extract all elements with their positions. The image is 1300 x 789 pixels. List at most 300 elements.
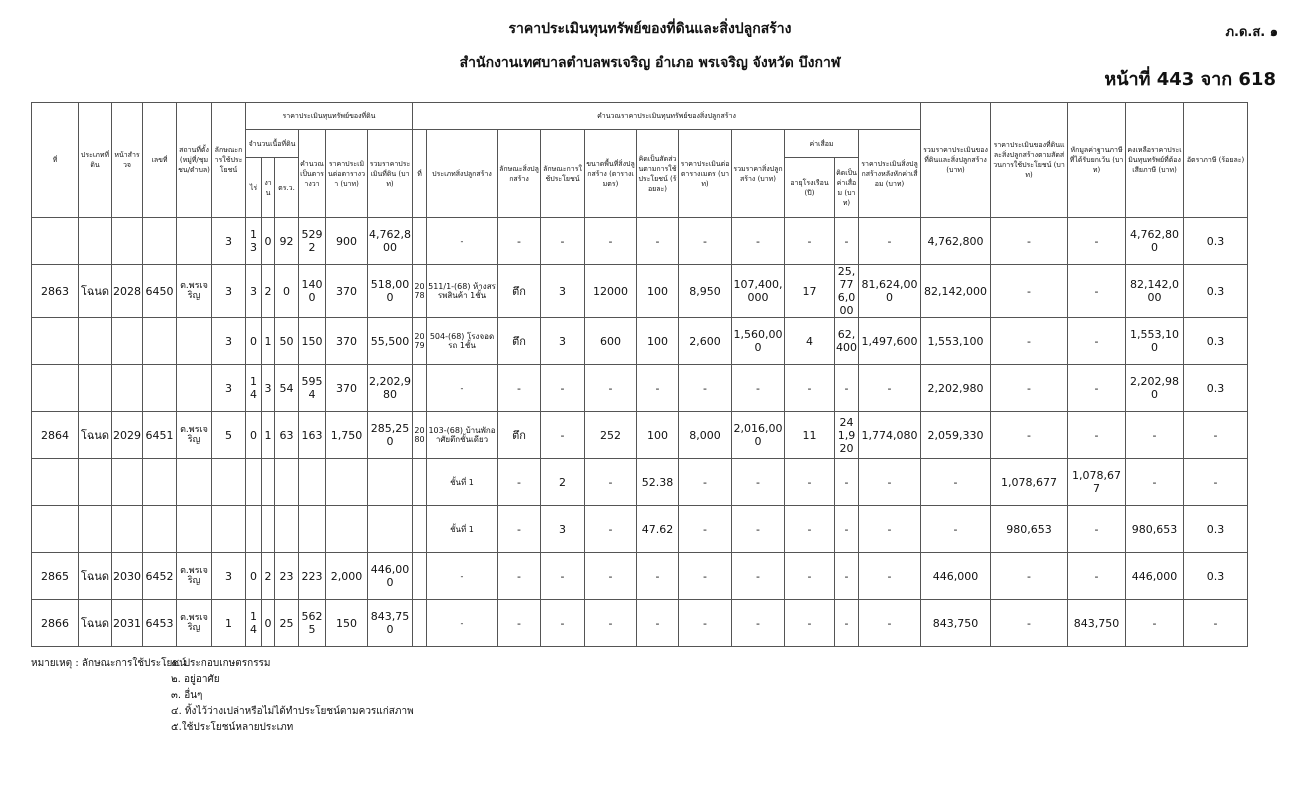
- col-wa: ตร.ว.: [275, 158, 299, 218]
- cell-bld-no: [413, 459, 427, 506]
- cell-bld-total: -: [732, 218, 785, 265]
- cell-sqwa: 150: [299, 318, 326, 365]
- cell-bld-price: -: [679, 218, 732, 265]
- cell-dep-age: 11: [785, 412, 835, 459]
- cell-exempt: 843,750: [1068, 600, 1126, 647]
- cell-number: [143, 365, 177, 412]
- cell-total: 2,059,330: [921, 412, 991, 459]
- cell-page: 2030: [112, 553, 143, 600]
- cell-bld-usage: -: [541, 553, 585, 600]
- col-building-price-sqm: ราคาประเมินต่อตารางเมตร (บาท): [679, 130, 732, 218]
- cell-prop: -: [991, 553, 1068, 600]
- cell-rate: -: [1184, 600, 1248, 647]
- cell-bld-total: -: [732, 506, 785, 553]
- cell-usage: 3: [212, 318, 246, 365]
- col-building-total: รวมราคาสิ่งปลูกสร้าง (บาท): [732, 130, 785, 218]
- cell-ngan: 0: [262, 600, 275, 647]
- cell-bld-style: ตึก: [498, 412, 541, 459]
- cell-usage: 3: [212, 365, 246, 412]
- cell-dep-age: -: [785, 600, 835, 647]
- cell-wa: 0: [275, 265, 299, 318]
- cell-after-dep: 81,624,000: [859, 265, 921, 318]
- cell-bld-type: 504-(68) โรงจอดรถ 1ชั้น: [427, 318, 498, 365]
- table-row: [32, 600, 1284, 647]
- cell-bld-no: 2078: [413, 265, 427, 318]
- cell-price-wa: 370: [326, 318, 368, 365]
- cell-bld-price: 8,000: [679, 412, 732, 459]
- assessment-table: [31, 102, 1284, 647]
- cell-dep-age: -: [785, 459, 835, 506]
- cell-total: 4,762,800: [921, 218, 991, 265]
- cell-usage: [212, 506, 246, 553]
- cell-bld-area: -: [585, 365, 637, 412]
- cell-exempt: 1,078,677: [1068, 459, 1126, 506]
- col-rai: ไร่: [246, 158, 262, 218]
- cell-after-dep: 1,774,080: [859, 412, 921, 459]
- col-price-per-wa: ราคาประเมินต่อตารางวา (บาท): [326, 130, 368, 218]
- cell-wa: 25: [275, 600, 299, 647]
- cell-wa: 50: [275, 318, 299, 365]
- cell-bld-type: 511/1-(68) ห้างสรรพสินค้า 1ชั้น: [427, 265, 498, 318]
- cell-location: [177, 459, 212, 506]
- footnote-item: ๔. ทิ้งไว้ว่างเปล่าหรือไม่ได้ทำประโยชน์ตามควรแก่สภาพ: [171, 706, 414, 717]
- cell-dep-amount: -: [835, 600, 859, 647]
- cell-exempt: -: [1068, 412, 1126, 459]
- cell-after-dep: -: [859, 365, 921, 412]
- cell-page: [112, 365, 143, 412]
- cell-bld-type: ชั้นที่ 1: [427, 506, 498, 553]
- table-row: [32, 365, 1284, 412]
- footnote-item: ๓. อื่นๆ: [171, 690, 203, 701]
- cell-wa: 54: [275, 365, 299, 412]
- cell-sqwa: [299, 459, 326, 506]
- cell-bld-usage: -: [541, 365, 585, 412]
- footnote-item: ๕.ใช้ประโยชน์หลายประเภท: [171, 722, 294, 733]
- cell-usage: 3: [212, 265, 246, 318]
- table-body: [32, 218, 1284, 647]
- cell-price-wa: 2,000: [326, 553, 368, 600]
- cell-total: -: [921, 459, 991, 506]
- col-land-total: รวมราคาประเมินที่ดิน (บาท): [368, 130, 413, 218]
- cell-exempt: -: [1068, 318, 1126, 365]
- cell-number: [143, 218, 177, 265]
- col-no: ที่: [32, 103, 79, 218]
- col-depreciation-age: อายุโรงเรือน (ปี): [785, 158, 835, 218]
- cell-land-type: โฉนด: [79, 265, 112, 318]
- cell-bld-area: -: [585, 600, 637, 647]
- cell-land-total: 285,250: [368, 412, 413, 459]
- cell-bld-total: 2,016,000: [732, 412, 785, 459]
- col-usage: ลักษณะการใช้ประโยชน์: [212, 103, 246, 218]
- col-number: เลขที่: [143, 103, 177, 218]
- cell-sqwa: 5625: [299, 600, 326, 647]
- table-row: [32, 553, 1284, 600]
- cell-sqwa: 1400: [299, 265, 326, 318]
- cell-location: ต.พรเจริญ: [177, 600, 212, 647]
- cell-bld-usage: -: [541, 600, 585, 647]
- cell-land-type: โฉนด: [79, 412, 112, 459]
- cell-total: 1,553,100: [921, 318, 991, 365]
- cell-bld-percent: 52.38: [637, 459, 679, 506]
- cell-number: 6450: [143, 265, 177, 318]
- cell-rate: 0.3: [1184, 365, 1248, 412]
- cell-bld-area: -: [585, 506, 637, 553]
- cell-bld-type: 103-(68) บ้านพักอาศัยตึกชั้นเดียว: [427, 412, 498, 459]
- footnote-items: [171, 656, 414, 736]
- cell-land-type: โฉนด: [79, 553, 112, 600]
- cell-rai: 14: [246, 365, 262, 412]
- cell-bld-type: -: [427, 218, 498, 265]
- cell-taxable: 1,553,100: [1126, 318, 1184, 365]
- cell-ngan: 1: [262, 318, 275, 365]
- cell-prop: -: [991, 412, 1068, 459]
- cell-rate: 0.3: [1184, 265, 1248, 318]
- table-row: [32, 506, 1284, 553]
- cell-wa: 63: [275, 412, 299, 459]
- cell-bld-price: -: [679, 459, 732, 506]
- cell-prop: -: [991, 600, 1068, 647]
- col-building-usage: ลักษณะการใช้ประโยชน์: [541, 130, 585, 218]
- cell-dep-amount: -: [835, 218, 859, 265]
- cell-bld-type: -: [427, 553, 498, 600]
- cell-no: 2866: [32, 600, 79, 647]
- cell-bld-percent: 100: [637, 412, 679, 459]
- cell-dep-amount: 62,400: [835, 318, 859, 365]
- cell-location: ต.พรเจริญ: [177, 412, 212, 459]
- cell-no: [32, 459, 79, 506]
- cell-no: [32, 506, 79, 553]
- cell-location: [177, 506, 212, 553]
- cell-land-type: โฉนด: [79, 600, 112, 647]
- cell-page: 2028: [112, 265, 143, 318]
- col-depreciation-group: ค่าเสื่อม: [785, 130, 859, 158]
- cell-number: 6451: [143, 412, 177, 459]
- cell-bld-no: [413, 365, 427, 412]
- cell-sqwa: 223: [299, 553, 326, 600]
- cell-location: ต.พรเจริญ: [177, 265, 212, 318]
- cell-taxable: -: [1126, 600, 1184, 647]
- cell-bld-no: [413, 218, 427, 265]
- cell-rai: 0: [246, 553, 262, 600]
- cell-bld-type: ชั้นที่ 1: [427, 459, 498, 506]
- form-code: ภ.ด.ส. ๑: [1225, 25, 1278, 40]
- cell-land-total: 4,762,800: [368, 218, 413, 265]
- col-area-group: จำนวนเนื้อที่ดิน: [246, 130, 299, 158]
- cell-bld-total: 1,560,000: [732, 318, 785, 365]
- cell-sqwa: [299, 506, 326, 553]
- cell-price-wa: 1,750: [326, 412, 368, 459]
- cell-price-wa: [326, 459, 368, 506]
- cell-prop: -: [991, 265, 1068, 318]
- col-exemption: หักมูลค่าฐานภาษีที่ได้รับยกเว้น (บาท): [1068, 103, 1126, 218]
- cell-rai: 13: [246, 218, 262, 265]
- cell-bld-percent: -: [637, 218, 679, 265]
- cell-no: [32, 365, 79, 412]
- col-depreciation-amount: คิดเป็นค่าเสื่อม (บาท): [835, 158, 859, 218]
- table-row: [32, 218, 1284, 265]
- cell-rai: 14: [246, 600, 262, 647]
- cell-usage: 3: [212, 218, 246, 265]
- cell-rate: 0.3: [1184, 218, 1248, 265]
- cell-page: 2031: [112, 600, 143, 647]
- cell-number: [143, 318, 177, 365]
- cell-bld-style: ตึก: [498, 318, 541, 365]
- cell-location: [177, 365, 212, 412]
- page-subtitle: สำนักงานเทศบาลตำบลพรเจริญ อำเภอ พรเจริญ จังหวัด บึงกาฬ: [459, 55, 841, 71]
- cell-bld-percent: 47.62: [637, 506, 679, 553]
- cell-land-total: 446,000: [368, 553, 413, 600]
- col-location: สถานที่ตั้ง(หมู่ที่/ชุมชน/ตำบล): [177, 103, 212, 218]
- cell-dep-amount: -: [835, 459, 859, 506]
- cell-rate: 0.3: [1184, 318, 1248, 365]
- cell-bld-usage: 3: [541, 506, 585, 553]
- cell-bld-total: -: [732, 600, 785, 647]
- cell-bld-no: [413, 553, 427, 600]
- cell-after-dep: 1,497,600: [859, 318, 921, 365]
- cell-land-type: [79, 218, 112, 265]
- cell-dep-age: -: [785, 365, 835, 412]
- cell-exempt: -: [1068, 553, 1126, 600]
- col-page: หน้าสำรวจ: [112, 103, 143, 218]
- cell-ngan: 0: [262, 218, 275, 265]
- cell-bld-style: -: [498, 218, 541, 265]
- cell-prop: 1,078,677: [991, 459, 1068, 506]
- cell-total: 446,000: [921, 553, 991, 600]
- cell-page: [112, 218, 143, 265]
- cell-rate: 0.3: [1184, 553, 1248, 600]
- cell-dep-age: -: [785, 553, 835, 600]
- cell-prop: -: [991, 218, 1068, 265]
- cell-land-total: 843,750: [368, 600, 413, 647]
- col-building-style: ลักษณะสิ่งปลูกสร้าง: [498, 130, 541, 218]
- cell-number: 6452: [143, 553, 177, 600]
- col-sqwa-total: คำนวณเป็นตารางวา: [299, 130, 326, 218]
- cell-bld-usage: 2: [541, 459, 585, 506]
- cell-dep-amount: 25,776,000: [835, 265, 859, 318]
- cell-dep-amount: 241,920: [835, 412, 859, 459]
- cell-bld-style: -: [498, 506, 541, 553]
- cell-bld-total: -: [732, 553, 785, 600]
- cell-price-wa: 900: [326, 218, 368, 265]
- cell-no: [32, 218, 79, 265]
- cell-page: [112, 506, 143, 553]
- cell-after-dep: -: [859, 506, 921, 553]
- cell-wa: 92: [275, 218, 299, 265]
- cell-dep-age: 17: [785, 265, 835, 318]
- cell-after-dep: -: [859, 218, 921, 265]
- cell-page: [112, 318, 143, 365]
- footnote-item: ๑. ประกอบเกษตรกรรม: [171, 658, 271, 669]
- cell-bld-area: 252: [585, 412, 637, 459]
- cell-after-dep: -: [859, 459, 921, 506]
- col-building-percent: คิดเป็นสัดส่วนตามการใช้ประโยชน์ (ร้อยละ): [637, 130, 679, 218]
- cell-bld-style: ตึก: [498, 265, 541, 318]
- cell-bld-no: [413, 600, 427, 647]
- table-row: [32, 412, 1284, 459]
- col-building-area: ขนาดพื้นที่สิ่งปลูกสร้าง (ตารางเมตร): [585, 130, 637, 218]
- cell-bld-usage: 3: [541, 318, 585, 365]
- cell-bld-area: -: [585, 218, 637, 265]
- cell-rai: 0: [246, 318, 262, 365]
- col-building-no: ที่: [413, 130, 427, 218]
- cell-ngan: 2: [262, 265, 275, 318]
- col-total-value: รวมราคาประเมินของที่ดินและสิ่งปลูกสร้าง (บาท): [921, 103, 991, 218]
- cell-exempt: -: [1068, 265, 1126, 318]
- cell-taxable: -: [1126, 412, 1184, 459]
- cell-land-total: 518,000: [368, 265, 413, 318]
- cell-ngan: 3: [262, 365, 275, 412]
- cell-bld-total: 107,400,000: [732, 265, 785, 318]
- cell-wa: [275, 459, 299, 506]
- cell-land-total: [368, 459, 413, 506]
- cell-bld-total: -: [732, 365, 785, 412]
- col-proportional-value: ราคาประเมินของที่ดินและสิ่งปลูกสร้างตามสัดส่วนการใช้ประโยชน์ (บาท): [991, 103, 1068, 218]
- cell-bld-area: -: [585, 553, 637, 600]
- cell-location: [177, 318, 212, 365]
- cell-taxable: -: [1126, 459, 1184, 506]
- footnote-label: หมายเหตุ : ลักษณะการใช้ประโยชน์: [31, 658, 186, 669]
- cell-bld-percent: 100: [637, 318, 679, 365]
- cell-dep-amount: -: [835, 553, 859, 600]
- cell-bld-no: 2080: [413, 412, 427, 459]
- cell-prop: -: [991, 365, 1068, 412]
- cell-location: [177, 218, 212, 265]
- cell-bld-style: -: [498, 459, 541, 506]
- page-title: ราคาประเมินทุนทรัพย์ของที่ดินและสิ่งปลูกสร้าง: [508, 21, 792, 37]
- cell-ngan: 2: [262, 553, 275, 600]
- table-row: [32, 318, 1284, 365]
- cell-ngan: 1: [262, 412, 275, 459]
- cell-bld-price: -: [679, 600, 732, 647]
- cell-bld-price: -: [679, 553, 732, 600]
- cell-total: 843,750: [921, 600, 991, 647]
- footnote-item: ๒. อยู่อาศัย: [171, 674, 220, 685]
- col-land-type: ประเภทที่ดิน: [79, 103, 112, 218]
- cell-land-type: [79, 506, 112, 553]
- cell-location: ต.พรเจริญ: [177, 553, 212, 600]
- cell-prop: -: [991, 318, 1068, 365]
- col-after-depreciation: ราคาประเมินสิ่งปลูกสร้างหลังหักค่าเสื่อม (บาท): [859, 130, 921, 218]
- cell-bld-usage: 3: [541, 265, 585, 318]
- table-row: [32, 459, 1284, 506]
- cell-total: 82,142,000: [921, 265, 991, 318]
- cell-bld-no: [413, 506, 427, 553]
- col-taxable: คงเหลือราคาประเมินทุนทรัพย์ที่ต้องเสียภาษี (บาท): [1126, 103, 1184, 218]
- col-tax-rate: อัตราภาษี (ร้อยละ): [1184, 103, 1248, 218]
- cell-bld-percent: 100: [637, 265, 679, 318]
- cell-bld-total: -: [732, 459, 785, 506]
- cell-bld-type: -: [427, 365, 498, 412]
- cell-rate: -: [1184, 412, 1248, 459]
- cell-bld-price: -: [679, 506, 732, 553]
- cell-after-dep: -: [859, 553, 921, 600]
- cell-ngan: [262, 506, 275, 553]
- cell-sqwa: 5292: [299, 218, 326, 265]
- cell-bld-type: -: [427, 600, 498, 647]
- cell-sqwa: 5954: [299, 365, 326, 412]
- cell-wa: [275, 506, 299, 553]
- cell-total: 2,202,980: [921, 365, 991, 412]
- col-ngan: งาน: [262, 158, 275, 218]
- cell-price-wa: 150: [326, 600, 368, 647]
- cell-land-type: [79, 459, 112, 506]
- cell-after-dep: -: [859, 600, 921, 647]
- cell-usage: 1: [212, 600, 246, 647]
- cell-rate: 0.3: [1184, 506, 1248, 553]
- cell-sqwa: 163: [299, 412, 326, 459]
- cell-no: 2863: [32, 265, 79, 318]
- cell-prop: 980,653: [991, 506, 1068, 553]
- cell-total: -: [921, 506, 991, 553]
- cell-dep-amount: -: [835, 506, 859, 553]
- cell-exempt: -: [1068, 365, 1126, 412]
- cell-dep-age: -: [785, 506, 835, 553]
- cell-wa: 23: [275, 553, 299, 600]
- cell-taxable: 446,000: [1126, 553, 1184, 600]
- cell-bld-price: -: [679, 365, 732, 412]
- cell-bld-area: 600: [585, 318, 637, 365]
- cell-bld-price: 2,600: [679, 318, 732, 365]
- cell-bld-usage: -: [541, 412, 585, 459]
- cell-price-wa: 370: [326, 365, 368, 412]
- cell-usage: 3: [212, 553, 246, 600]
- cell-taxable: 4,762,800: [1126, 218, 1184, 265]
- cell-no: [32, 318, 79, 365]
- cell-page: [112, 459, 143, 506]
- cell-rai: 0: [246, 412, 262, 459]
- cell-land-total: 2,202,980: [368, 365, 413, 412]
- cell-ngan: [262, 459, 275, 506]
- cell-rai: [246, 459, 262, 506]
- cell-bld-percent: -: [637, 553, 679, 600]
- cell-no: 2864: [32, 412, 79, 459]
- cell-bld-price: 8,950: [679, 265, 732, 318]
- col-building-group: คำนวณราคาประเมินทุนทรัพย์ของสิ่งปลูกสร้าง: [413, 103, 921, 130]
- cell-bld-area: -: [585, 459, 637, 506]
- cell-dep-age: -: [785, 218, 835, 265]
- cell-usage: [212, 459, 246, 506]
- cell-bld-style: -: [498, 553, 541, 600]
- cell-rate: -: [1184, 459, 1248, 506]
- cell-number: 6453: [143, 600, 177, 647]
- cell-land-type: [79, 318, 112, 365]
- page-indicator: หน้าที่ 443 จาก 618: [1104, 69, 1276, 90]
- cell-bld-style: -: [498, 365, 541, 412]
- cell-no: 2865: [32, 553, 79, 600]
- cell-number: [143, 459, 177, 506]
- cell-land-total: 55,500: [368, 318, 413, 365]
- cell-bld-usage: -: [541, 218, 585, 265]
- cell-rai: [246, 506, 262, 553]
- cell-price-wa: [326, 506, 368, 553]
- table-row: [32, 265, 1284, 318]
- cell-dep-age: 4: [785, 318, 835, 365]
- cell-bld-style: -: [498, 600, 541, 647]
- cell-bld-percent: -: [637, 600, 679, 647]
- cell-bld-area: 12000: [585, 265, 637, 318]
- cell-land-type: [79, 365, 112, 412]
- col-land-group: ราคาประเมินทุนทรัพย์ของที่ดิน: [246, 103, 413, 130]
- cell-taxable: 980,653: [1126, 506, 1184, 553]
- cell-land-total: [368, 506, 413, 553]
- cell-exempt: -: [1068, 218, 1126, 265]
- cell-usage: 5: [212, 412, 246, 459]
- cell-page: 2029: [112, 412, 143, 459]
- cell-price-wa: 370: [326, 265, 368, 318]
- cell-taxable: 2,202,980: [1126, 365, 1184, 412]
- cell-bld-no: 2079: [413, 318, 427, 365]
- cell-exempt: -: [1068, 506, 1126, 553]
